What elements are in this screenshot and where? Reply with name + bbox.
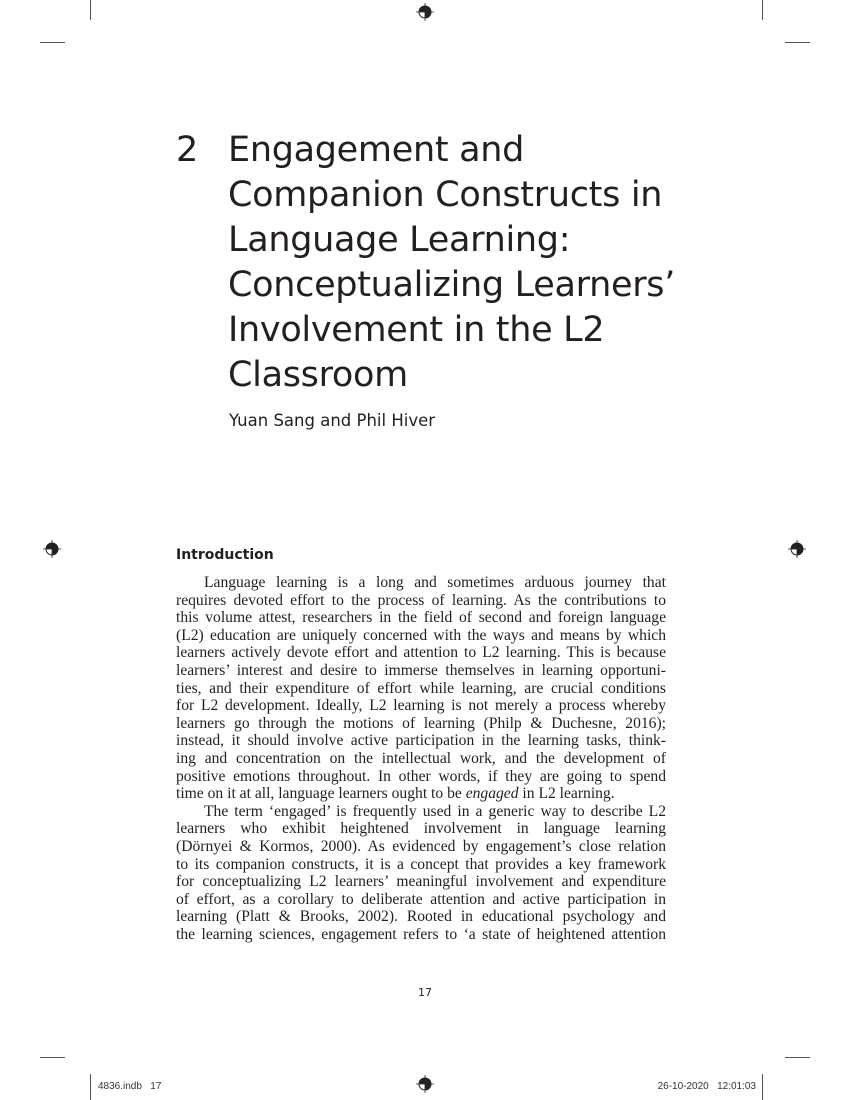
text-line: learners actively devote effort and attention to L2 learning. This is because xyxy=(176,644,666,662)
crop-mark xyxy=(762,1074,763,1100)
text-line: The term ‘engaged’ is frequently used in a generic way to describe L2 xyxy=(204,802,666,820)
text-span: in L2 learning. xyxy=(518,785,615,803)
text-line: to its companion constructs, it is a concept that provides a key framework xyxy=(176,855,666,873)
slug-timestamp: 26-10-2020 12:01:03 xyxy=(657,1081,756,1092)
title-line: Engagement and xyxy=(228,130,525,170)
slug-file: 4836.indb 17 xyxy=(98,1081,162,1092)
crop-mark xyxy=(785,42,810,43)
body-text xyxy=(176,574,666,943)
text-line: the learning sciences, engagement refers to ‘a state of heightened attention xyxy=(176,925,666,943)
text-span: time on it at all, language learners ought to be xyxy=(176,785,466,803)
text-line: instead, it should involve active participation in the learning tasks, think- xyxy=(176,732,666,750)
text-line: this volume attest, researchers in the field of second and foreign language xyxy=(176,609,666,627)
text-line: ties, and their expenditure of effort while learning, are crucial conditions xyxy=(176,679,666,697)
chapter-title xyxy=(228,128,688,398)
crop-mark xyxy=(40,1057,65,1058)
text-line: requires devoted effort to the process of learning. As the contributions to xyxy=(176,591,666,609)
title-line: Involvement in the L2 xyxy=(228,310,605,350)
registration-mark-icon xyxy=(416,3,434,21)
chapter-number: 2 xyxy=(176,130,199,170)
title-line: Conceptualizing Learners’ xyxy=(228,265,676,305)
title-line: Companion Constructs in xyxy=(228,175,663,215)
text-line: learning (Platt & Brooks, 2002). Rooted in educational psychology and xyxy=(176,908,666,926)
registration-mark-icon xyxy=(416,1075,434,1093)
text-line: Language learning is a long and sometimes arduous journey that xyxy=(204,574,666,591)
crop-mark xyxy=(785,1057,810,1058)
text-line: ing and concentration on the intellectual work, and the development of xyxy=(176,749,666,767)
emphasis: engaged xyxy=(465,785,519,803)
text-line: (L2) education are uniquely concerned with the ways and means by which xyxy=(176,626,666,644)
title-line: Language Learning: xyxy=(228,220,571,260)
crop-mark xyxy=(90,0,91,20)
page-number: 17 xyxy=(418,986,432,999)
text-line xyxy=(176,785,666,803)
crop-mark xyxy=(40,42,65,43)
chapter-authors: Yuan Sang and Phil Hiver xyxy=(229,411,436,430)
text-line: (Dörnyei & Kormos, 2000). As evidenced by engagement’s close relation xyxy=(176,837,666,855)
text-line: of effort, as a corollary to deliberate attention and active participation in xyxy=(176,890,666,908)
crop-mark xyxy=(762,0,763,20)
text-line: positive emotions throughout. In other words, if they are going to spend xyxy=(176,767,666,785)
text-line: learners go through the motions of learning (Philp & Duchesne, 2016); xyxy=(176,714,666,732)
text-line: learners who exhibit heightened involvement in language learning xyxy=(176,820,666,838)
registration-mark-icon xyxy=(43,540,61,558)
text-line: for conceptualizing L2 learners’ meaningful involvement and expenditure xyxy=(176,873,666,891)
section-heading: Introduction xyxy=(176,547,274,563)
registration-mark-icon xyxy=(788,540,806,558)
title-line: Classroom xyxy=(228,355,408,395)
crop-mark xyxy=(90,1074,91,1100)
text-line: for L2 development. Ideally, L2 learning is not merely a process whereby xyxy=(176,697,666,715)
text-line: learners’ interest and desire to immerse themselves in learning opportuni- xyxy=(176,661,666,679)
